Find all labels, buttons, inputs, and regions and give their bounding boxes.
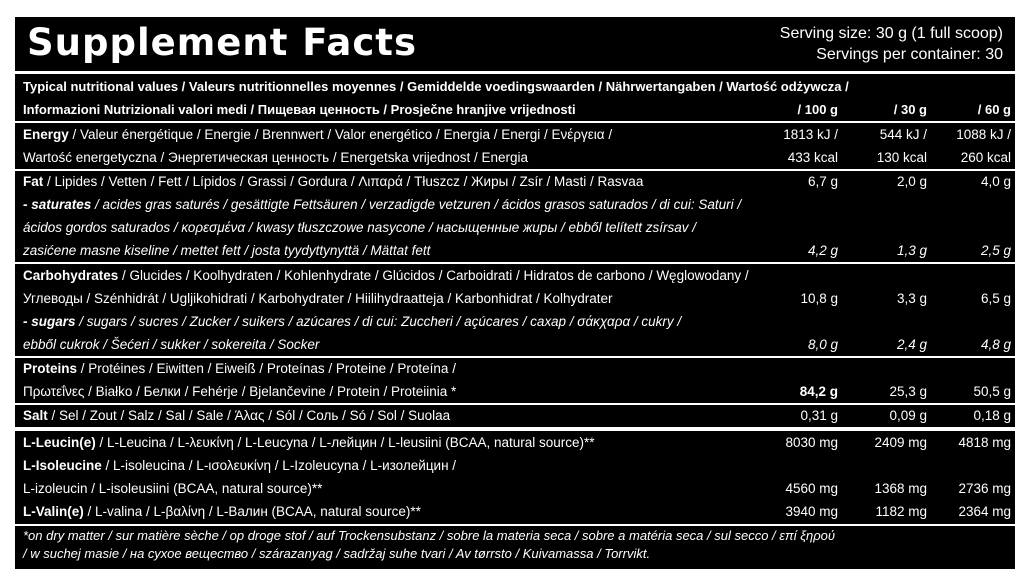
energy-translations: / Valeur énergétique / Energie / Brennwert / Valor energético / Energia / Energi / Ενέργεια / <box>68 127 613 142</box>
sugars-name: - sugars <box>23 314 76 329</box>
leucine-30g: 2409 mg <box>874 435 927 450</box>
proteins-translations-2: Πρωτεΐνες / Białko / Белки / Fehérje / Bjelančevine / Protein / Proteiinia * <box>23 384 457 399</box>
valine-100g: 3940 mg <box>785 504 838 519</box>
energy-kcal-100g: 433 kcal <box>787 150 838 165</box>
leucine-translations: / L-Leucina / L-λευκίνη / L-Leucyna / L-лейцин / L-leusiini (BCAA, natural source)** <box>95 435 595 450</box>
valine-60g: 2364 mg <box>958 504 1011 519</box>
energy-translations-2: Wartość energetyczna / Энергетическая ценность / Energetska vrijednost / Energia <box>23 150 529 165</box>
valine-name: L-Valin(e) <box>23 504 84 519</box>
proteins-translations: / Protéines / Eiwitten / Eiweiß / Proteínas / Proteine / Proteína / <box>77 361 456 376</box>
salt-30g: 0,09 g <box>889 408 927 423</box>
energy-kj-60g: 1088 kJ / <box>956 127 1011 142</box>
saturates-translations: / acides gras saturés / gesättigte Fettsäuren / verzadigde vetzuren / ácidos grasos saturados / di cui: Saturi / <box>91 197 742 212</box>
proteins-30g: 25,3 g <box>889 384 927 399</box>
serving-size: Serving size: 30 g (1 full scoop) <box>779 25 1003 42</box>
header-col-30g: / 30 g <box>893 102 927 117</box>
isoleucine-name: L-Isoleucine <box>23 458 102 473</box>
valine-translations: / L-valina / L-βαλίνη / L-Валин (BCAA, natural source)** <box>83 504 421 519</box>
carbs-translations: / Glucides / Koolhydraten / Kohlenhydrate / Glúcidos / Carboidrati / Hidratos de carbono / Węglowodany / <box>118 268 749 283</box>
energy-kcal-30g: 130 kcal <box>876 150 927 165</box>
isoleucine-translations: / L-isoleucina / L-ισολευκίνη / L-Izoleucyna / L-изолейцин / <box>101 458 457 473</box>
sugars-translations-2: ebből cukrok / Šećeri / sukker / sokereita / Socker <box>23 337 320 352</box>
footnote-line2: / w suchej masie / на сухое вещество / szárazanyag / sadržaj suhe tvari / Av tørrsto / Kuivamassa / Torrvikt. <box>23 546 651 561</box>
header-line1: Typical nutritional values / Valeurs nutritionnelles moyennes / Gemiddelde voedingswaarden / Nährwertangaben / Wartość odżywcza / <box>23 79 849 94</box>
carbs-100g: 10,8 g <box>800 291 838 306</box>
header-col-100g: / 100 g <box>797 102 838 117</box>
saturates-translations-3: zasićene masne kiseline / mettet fett / josta tyydyttynyttä / Mättat fett <box>23 243 431 258</box>
isoleucine-60g: 2736 mg <box>958 481 1011 496</box>
divider-thick <box>15 71 1015 74</box>
saturates-60g: 2,5 g <box>980 243 1011 258</box>
leucine-100g: 8030 mg <box>785 435 838 450</box>
sugars-translations: / sugars / sucres / Zucker / suikers / azúcares / di cui: Zuccheri / açúcares / сахар / σάκχαρα / cukry / <box>75 314 682 329</box>
leucine-name: L-Leucin(e) <box>23 435 96 450</box>
leucine-60g: 4818 mg <box>958 435 1011 450</box>
servings-per-container: Servings per container: 30 <box>816 46 1003 63</box>
header-col-60g: / 60 g <box>977 102 1011 117</box>
fat-name: Fat <box>23 174 44 189</box>
fat-60g: 4,0 g <box>980 174 1011 189</box>
panel-title: Supplement Facts <box>27 21 418 64</box>
footnote-line1: *on dry matter / sur matière sèche / op droge stof / auf Trockensubstanz / sobre la materia seca / sobre a matéria seca / sul secco / επί ξηρού <box>23 528 836 543</box>
saturates-30g: 1,3 g <box>896 243 927 258</box>
saturates-name: - saturates <box>23 197 92 212</box>
carbs-name: Carbohydrates <box>23 268 119 283</box>
proteins-name: Proteins <box>23 361 78 376</box>
salt-60g: 0,18 g <box>973 408 1011 423</box>
sugars-30g: 2,4 g <box>896 337 927 352</box>
proteins-60g: 50,5 g <box>973 384 1011 399</box>
fat-100g: 6,7 g <box>807 174 838 189</box>
carbs-30g: 3,3 g <box>896 291 927 306</box>
header-line2: Informazioni Nutrizionali valori medi / Пищевая ценность / Prosječne hranjive vrijednosti <box>23 102 576 117</box>
energy-kcal-60g: 260 kcal <box>960 150 1011 165</box>
energy-kj-100g: 1813 kJ / <box>783 127 838 142</box>
carbs-translations-2: Углеводы / Szénhidrát / Ugljikohidrati / Karbohydrater / Hiilihydraatteja / Karbonhidrat / Kolhydrater <box>23 291 613 306</box>
salt-translations: / Sel / Zout / Salz / Sal / Sale / Άλας / Sól / Соль / Só / Sol / Suolaa <box>47 408 451 423</box>
proteins-100g: 84,2 g <box>799 384 838 399</box>
salt-100g: 0,31 g <box>800 408 838 423</box>
energy-kj-30g: 544 kJ / <box>879 127 927 142</box>
sugars-60g: 4,8 g <box>980 337 1011 352</box>
divider <box>15 524 1015 526</box>
saturates-translations-2: ácidos gordos saturados / κορεσμένα / kwasy tłuszczowe nasycone / насыщенные жиры / ebből telített zsírsav / <box>23 220 697 235</box>
sugars-100g: 8,0 g <box>807 337 838 352</box>
supplement-facts-panel <box>15 17 1015 569</box>
isoleucine-100g: 4560 mg <box>785 481 838 496</box>
carbs-60g: 6,5 g <box>980 291 1011 306</box>
energy-name: Energy <box>23 127 69 142</box>
fat-translations: / Lipides / Vetten / Fett / Lípidos / Grassi / Gordura / Λιπαρά / Tłuszcz / Жиры / Zsír / Masti / Rasvaa <box>43 174 644 189</box>
isoleucine-30g: 1368 mg <box>874 481 927 496</box>
saturates-100g: 4,2 g <box>807 243 838 258</box>
serving-info <box>780 23 1003 65</box>
isoleucine-translations-2: L-izoleucin / L-isoleusiini (BCAA, natural source)** <box>23 481 323 496</box>
valine-30g: 1182 mg <box>875 504 927 519</box>
fat-30g: 2,0 g <box>896 174 927 189</box>
salt-name: Salt <box>23 408 48 423</box>
